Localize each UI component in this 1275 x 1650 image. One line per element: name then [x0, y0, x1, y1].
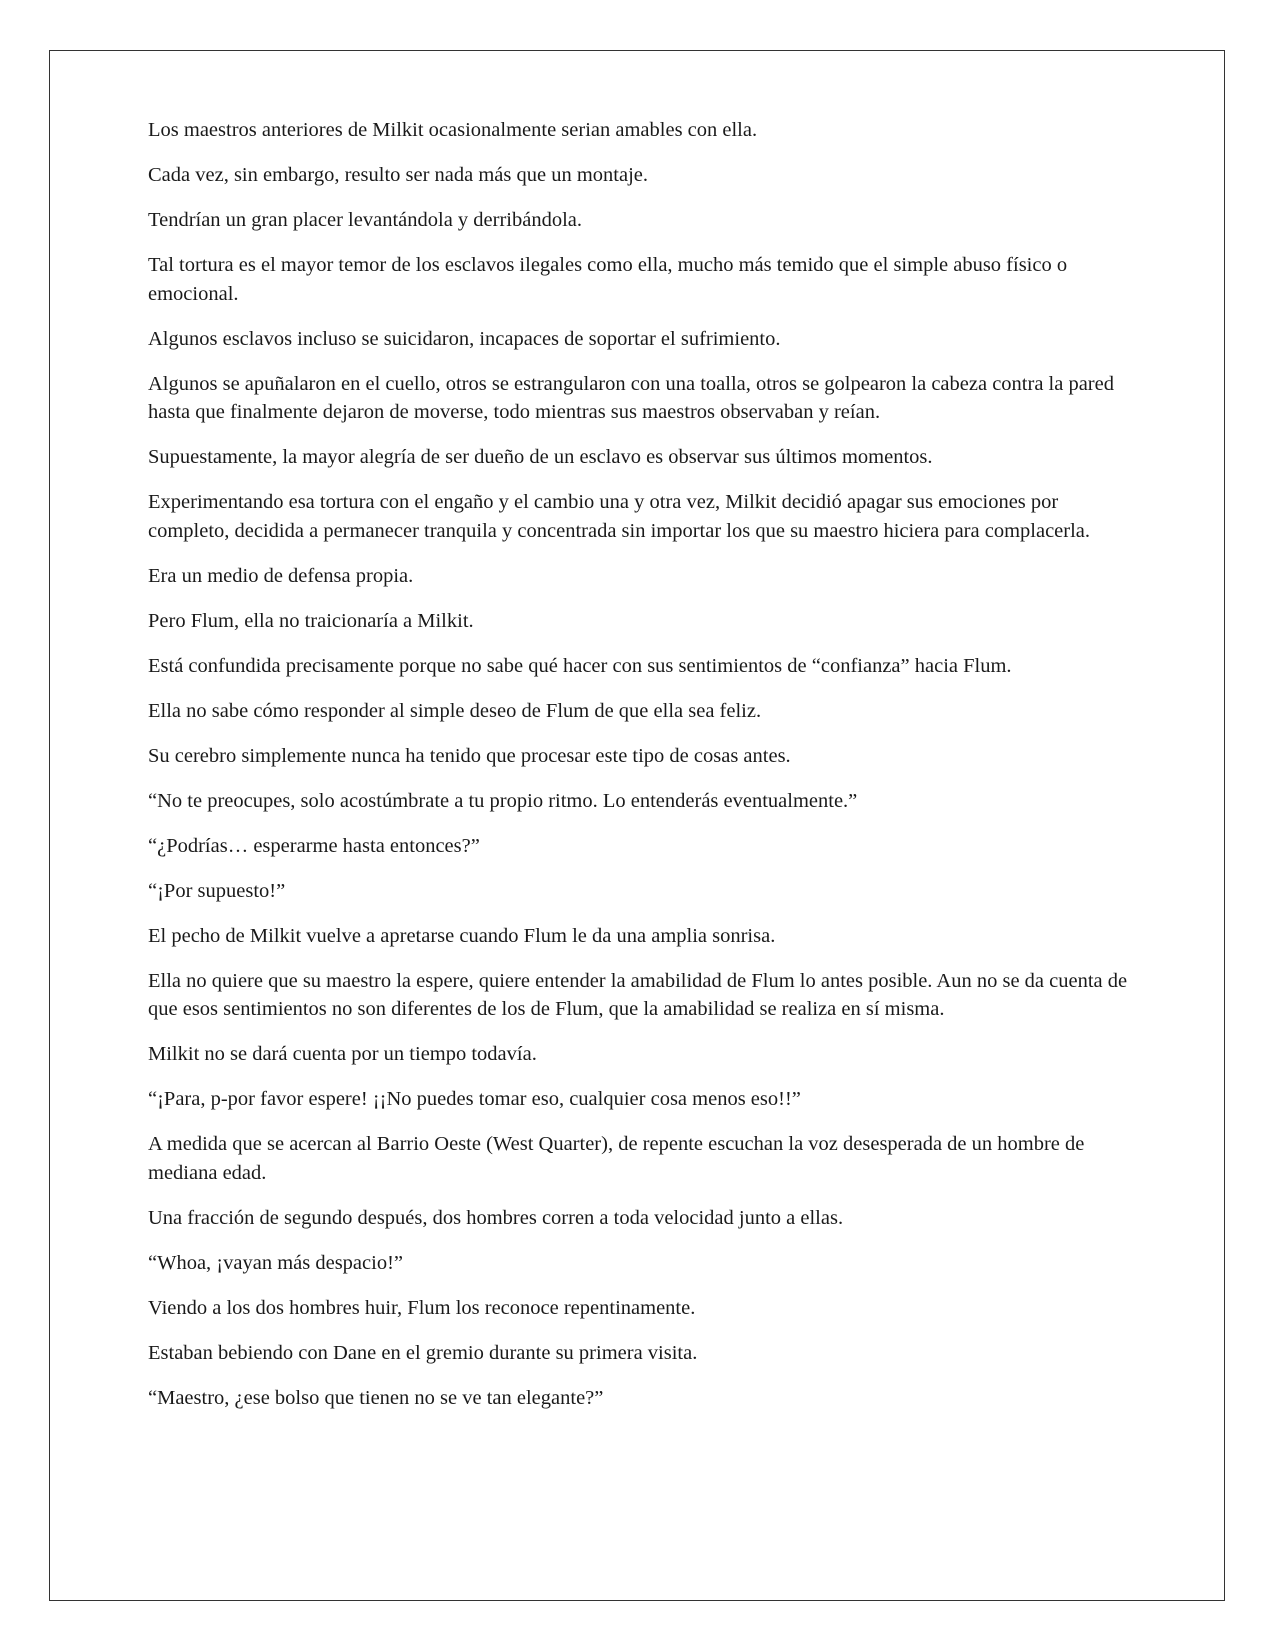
paragraph: El pecho de Milkit vuelve a apretarse cuando Flum le da una amplia sonrisa. — [148, 924, 776, 947]
paragraph: Ella no sabe cómo responder al simple deseo de Flum de que ella sea feliz. — [148, 699, 762, 722]
paragraph: Su cerebro simplemente nunca ha tenido que procesar este tipo de cosas antes. — [148, 744, 791, 767]
paragraph: Está confundida precisamente porque no sabe qué hacer con sus sentimientos de “confianza” hacia Flum. — [148, 654, 1012, 677]
paragraph: Los maestros anteriores de Milkit ocasionalmente serian amables con ella. — [148, 119, 758, 141]
paragraph: Viendo a los dos hombres huir, Flum los reconoce repentinamente. — [148, 1296, 696, 1319]
paragraph: A medida que se acercan al Barrio Oeste (West Quarter), de repente escuchan la voz desesperada de un hombre de mediana edad. — [148, 1133, 1085, 1184]
paragraph: Algunos esclavos incluso se suicidaron, incapaces de soportar el sufrimiento. — [148, 327, 781, 350]
paragraph: Ella no quiere que su maestro la espere, quiere entender la amabilidad de Flum lo antes posible. Aun no se da cuenta de que esos sentimientos no son diferentes de los de Flum, que la amabilidad se realiza en sí misma. — [148, 969, 1128, 1020]
paragraph: “¿Podrías… esperarme hasta entonces?” — [148, 834, 480, 857]
paragraph: “¡Por supuesto!” — [148, 879, 286, 902]
paragraph: Una fracción de segundo después, dos hombres corren a toda velocidad junto a ellas. — [148, 1206, 844, 1229]
paragraph: “¡Para, p-por favor espere! ¡¡No puedes tomar eso, cualquier cosa menos eso!!” — [148, 1088, 801, 1110]
paragraph: Cada vez, sin embargo, resulto ser nada más que un montaje. — [148, 164, 649, 186]
paragraph: Tal tortura es el mayor temor de los esclavos ilegales como ella, mucho más temido que el simple abuso físico o emocional. — [148, 254, 1068, 305]
paragraph: Estaban bebiendo con Dane en el gremio durante su primera visita. — [148, 1341, 698, 1364]
paragraph: “No te preocupes, solo acostúmbrate a tu propio ritmo. Lo entenderás eventualmente.” — [148, 789, 858, 812]
paragraph: Algunos se apuñalaron en el cuello, otros se estrangularon con una toalla, otros se golpearon la cabeza contra la pared hasta que finalmente dejaron de moverse, todo mientras sus maestros observaban y reían. — [148, 372, 1114, 423]
paragraph: Pero Flum, ella no traicionaría a Milkit. — [148, 609, 474, 632]
paragraph: Supuestamente, la mayor alegría de ser dueño de un esclavo es observar sus últimos momentos. — [148, 446, 933, 468]
paragraph: “Whoa, ¡vayan más despacio!” — [148, 1251, 403, 1274]
paragraph: Milkit no se dará cuenta por un tiempo todavía. — [148, 1043, 537, 1065]
document-body — [148, 116, 1138, 1429]
paragraph: Experimentando esa tortura con el engaño y el cambio una y otra vez, Milkit decidió apagar sus emociones por completo, decidida a permanecer tranquila y concentrada sin importar los que su maestro hiciera para complacerla. — [148, 491, 1091, 542]
paragraph: “Maestro, ¿ese bolso que tienen no se ve tan elegante?” — [148, 1386, 604, 1409]
paragraph: Tendrían un gran placer levantándola y derribándola. — [148, 209, 583, 231]
paragraph: Era un medio de defensa propia. — [148, 564, 414, 587]
